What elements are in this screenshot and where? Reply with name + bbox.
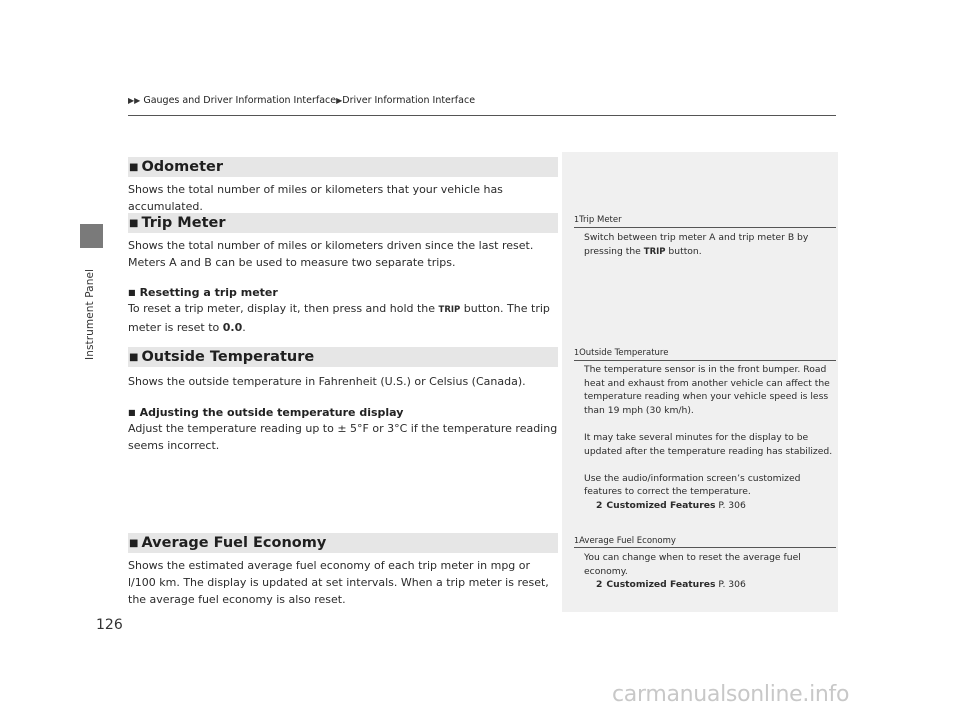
breadcrumb-separator-icon: ▶: [336, 96, 343, 105]
note-title-text: Trip Meter: [579, 215, 622, 225]
note-body-average-fuel-economy: [584, 551, 834, 592]
subheading-square-icon: ■: [128, 288, 136, 297]
trip-meter-body: Shows the total number of miles or kilometers driven since the last reset. Meters A and B can be used to measure two separate trips.: [128, 239, 534, 269]
subheading-text: Resetting a trip meter: [139, 286, 278, 299]
note-marker-icon: 1: [574, 215, 580, 224]
note-title-text: Average Fuel Economy: [579, 536, 676, 546]
note-paragraph: It may take several minutes for the display to be updated after the temperature reading has stabilized.: [584, 431, 833, 457]
subheading-square-icon: ■: [128, 408, 136, 417]
breadcrumb-current: Driver Information Interface: [342, 95, 476, 106]
heading-square-icon: ■: [129, 538, 139, 549]
note-title-outside-temperature: [574, 348, 668, 358]
note-divider: [574, 547, 836, 548]
heading-text: Trip Meter: [141, 215, 226, 231]
outside-temperature-body: Shows the outside temperature in Fahrenheit (U.S.) or Celsius (Canada).: [128, 375, 526, 388]
heading-square-icon: ■: [129, 352, 139, 363]
text-run: button.: [665, 245, 702, 257]
section-heading-odometer: [128, 157, 558, 177]
section-heading-average-fuel-economy: [128, 533, 558, 553]
breadcrumb-arrow-icon: ▶▶: [128, 96, 141, 105]
text-run: Switch between trip meter A and trip meter B by pressing the: [584, 232, 809, 257]
note-body-outside-temperature: [584, 363, 834, 513]
average-fuel-economy-body: Shows the estimated average fuel economy of each trip meter in mpg or l/100 km. The display is updated at set intervals. When a trip meter is reset, the average fuel economy is also reset.: [128, 559, 549, 606]
cross-reference-icon: 2: [596, 579, 603, 591]
note-title-text: Outside Temperature: [579, 348, 669, 358]
trip-button-label: TRIP: [438, 305, 461, 315]
text-run: .: [242, 321, 246, 334]
resetting-trip-meter-body: [128, 300, 560, 336]
note-marker-icon: 1: [574, 536, 580, 545]
xref-page: P. 306: [718, 499, 746, 511]
header-divider: [128, 115, 836, 116]
note-title-average-fuel-economy: [574, 536, 676, 546]
heading-text: Odometer: [141, 159, 223, 175]
section-heading-outside-temperature: [128, 347, 558, 367]
watermark-text: carmanualsonline.info: [612, 682, 850, 707]
section-heading-trip-meter: [128, 213, 558, 233]
xref-page: P. 306: [718, 579, 746, 591]
heading-text: Outside Temperature: [141, 349, 315, 365]
breadcrumb: [128, 95, 475, 106]
subheading-text: Adjusting the outside temperature display: [139, 406, 404, 419]
xref-label[interactable]: Customized Features: [606, 499, 716, 511]
note-divider: [574, 360, 836, 361]
note-paragraph: Use the audio/information screen’s customized features to correct the temperature.: [584, 472, 801, 498]
breadcrumb-link-gauges[interactable]: Gauges and Driver Information Interface: [143, 95, 337, 106]
note-body-trip-meter: [584, 231, 834, 259]
reset-value: 0.0: [222, 321, 243, 334]
note-paragraph: You can change when to reset the average fuel economy.: [584, 552, 801, 577]
cross-reference-icon: 2: [596, 499, 603, 511]
adjusting-temperature-body: Adjust the temperature reading up to ± 5°F or 3°C if the temperature reading seems incorrect.: [128, 422, 558, 452]
cross-reference-customized-features[interactable]: [584, 499, 834, 513]
text-run: To reset a trip meter, display it, then press and hold the: [128, 302, 439, 315]
note-title-trip-meter: [574, 215, 622, 225]
note-marker-icon: 1: [574, 348, 580, 357]
chapter-tab-marker: [80, 224, 103, 248]
heading-square-icon: ■: [129, 162, 139, 173]
xref-label[interactable]: Customized Features: [606, 579, 716, 591]
odometer-body: Shows the total number of miles or kilometers that your vehicle has accumulated.: [128, 183, 503, 213]
text-run: button. The trip meter is reset to: [128, 302, 550, 334]
trip-button-label: TRIP: [643, 246, 666, 257]
heading-square-icon: ■: [129, 218, 139, 229]
note-paragraph: The temperature sensor is in the front bumper. Road heat and exhaust from another vehicle can affect the temperature reading when your vehicle speed is less than 19 mph (30 km/h).: [584, 364, 830, 416]
chapter-side-label: Instrument Panel: [84, 268, 96, 360]
note-divider: [574, 227, 836, 228]
cross-reference-customized-features[interactable]: [584, 578, 834, 592]
heading-text: Average Fuel Economy: [141, 535, 327, 551]
page-number: 126: [96, 617, 123, 633]
